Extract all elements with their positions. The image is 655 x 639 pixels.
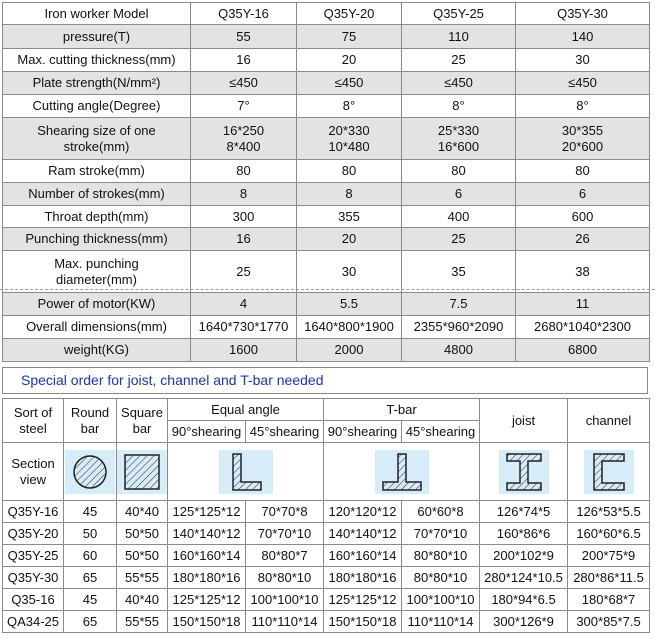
tbar-45-shearing: 45°shearing <box>402 421 480 443</box>
steel-value: 50*50 <box>117 523 168 545</box>
steel-value: 55*55 <box>117 567 168 589</box>
spec-value: 8° <box>516 95 650 118</box>
spec-row <box>3 293 650 316</box>
spec-row <box>3 316 650 339</box>
steel-value: 40*40 <box>117 501 168 523</box>
steel-value: 160*160*14 <box>324 545 402 567</box>
spec-value: 7.5 <box>402 293 516 316</box>
steel-value: 150*150*18 <box>168 611 246 633</box>
spec-value: 1640*730*1770 <box>191 316 297 339</box>
model-header: Q35Y-25 <box>402 3 516 25</box>
spec-label: Overall dimensions(mm) <box>3 316 191 339</box>
model-label-header: Iron worker Model <box>3 3 191 25</box>
steel-value: 200*102*9 <box>480 545 568 567</box>
spec-value: 80 <box>402 160 516 183</box>
steel-value: 126*53*5.5 <box>568 501 650 523</box>
spec-value: 5.5 <box>297 293 402 316</box>
spec-value: 26 <box>516 228 650 251</box>
channel-header: channel <box>568 399 650 443</box>
spec-value: 6 <box>516 183 650 206</box>
angle-45-shearing: 45°shearing <box>246 421 324 443</box>
spec-value: 20 <box>297 228 402 251</box>
spec-value: 2000 <box>297 339 402 362</box>
steel-value: 70*70*10 <box>246 523 324 545</box>
steel-value: 65 <box>64 567 117 589</box>
steel-value: 140*140*12 <box>324 523 402 545</box>
spec-label: pressure(T) <box>3 25 191 49</box>
spec-table <box>2 2 650 293</box>
spec-value: 80 <box>516 160 650 183</box>
steel-row <box>3 567 650 589</box>
spec-label: Number of strokes(mm) <box>3 183 191 206</box>
steel-value: 125*125*12 <box>324 589 402 611</box>
spec-row <box>3 251 650 293</box>
spec-value: 75 <box>297 25 402 49</box>
steel-value: 140*140*12 <box>168 523 246 545</box>
steel-value: 110*110*14 <box>402 611 480 633</box>
banner-text: Special order for joist, channel and T-bar needed <box>21 372 324 388</box>
spec-row <box>3 118 650 160</box>
spec-label: Max. punching diameter(mm) <box>3 251 191 293</box>
spec-value: 140 <box>516 25 650 49</box>
steel-model: QA34-25 <box>3 611 64 633</box>
steel-value: 50*50 <box>117 545 168 567</box>
model-header: Q35Y-20 <box>297 3 402 25</box>
spec-value: 20 <box>297 49 402 72</box>
spec-value: 38 <box>516 251 650 293</box>
spec-row <box>3 183 650 206</box>
spec-value: 8° <box>297 95 402 118</box>
steel-value: 180*68*7 <box>568 589 650 611</box>
steel-value: 280*86*11.5 <box>568 567 650 589</box>
special-order-banner <box>2 367 648 394</box>
steel-model: Q35Y-16 <box>3 501 64 523</box>
spec-value: 6 <box>402 183 516 206</box>
spec-value: 7° <box>191 95 297 118</box>
steel-value: 125*125*12 <box>168 501 246 523</box>
steel-value: 100*100*10 <box>246 589 324 611</box>
steel-value: 160*86*6 <box>480 523 568 545</box>
table-separator <box>0 289 655 290</box>
tbar-90-shearing: 90°shearing <box>324 421 402 443</box>
round-bar-icon <box>65 450 115 494</box>
spec-value: 25 <box>191 251 297 293</box>
spec-value: 25*330 16*600 <box>402 118 516 160</box>
steel-value: 55*55 <box>117 611 168 633</box>
steel-value: 160*60*6.5 <box>568 523 650 545</box>
equal-angle-header: Equal angle <box>168 399 324 421</box>
spec-value: 1600 <box>191 339 297 362</box>
spec-label: Cutting angle(Degree) <box>3 95 191 118</box>
steel-value: 45 <box>64 501 117 523</box>
round-bar-header: Round bar <box>64 399 117 443</box>
square-bar-icon <box>117 450 167 494</box>
steel-model: Q35Y-20 <box>3 523 64 545</box>
spec-value: 1640*800*1900 <box>297 316 402 339</box>
spec-label: Shearing size of one stroke(mm) <box>3 118 191 160</box>
spec-value: 25 <box>402 49 516 72</box>
spec-value: 2680*1040*2300 <box>516 316 650 339</box>
steel-value: 300*85*7.5 <box>568 611 650 633</box>
steel-value: 180*180*16 <box>168 567 246 589</box>
spec-value: ≤450 <box>402 72 516 95</box>
spec-value: 400 <box>402 206 516 228</box>
spec-row <box>3 49 650 72</box>
spec-value: 8° <box>402 95 516 118</box>
steel-value: 100*100*10 <box>402 589 480 611</box>
spec-label: Max. cutting thickness(mm) <box>3 49 191 72</box>
spec-row <box>3 95 650 118</box>
spec-value: 30 <box>297 251 402 293</box>
t-section-icon <box>375 450 429 494</box>
section-view-label: Section view <box>3 443 64 501</box>
spec-value: 25 <box>402 228 516 251</box>
spec-value: 355 <box>297 206 402 228</box>
steel-table <box>2 398 650 633</box>
steel-value: 280*124*10.5 <box>480 567 568 589</box>
steel-value: 80*80*10 <box>246 567 324 589</box>
spec-row <box>3 72 650 95</box>
spec-value: 35 <box>402 251 516 293</box>
spec-value: ≤450 <box>297 72 402 95</box>
spec-value: 30 <box>516 49 650 72</box>
spec-value: 30*355 20*600 <box>516 118 650 160</box>
spec-value: 80 <box>191 160 297 183</box>
spec-row <box>3 160 650 183</box>
steel-value: 70*70*8 <box>246 501 324 523</box>
spec-value: 110 <box>402 25 516 49</box>
steel-row <box>3 523 650 545</box>
steel-value: 200*75*9 <box>568 545 650 567</box>
i-beam-section-icon <box>499 450 549 494</box>
spec-value: ≤450 <box>516 72 650 95</box>
steel-value: 60 <box>64 545 117 567</box>
angle-90-shearing: 90°shearing <box>168 421 246 443</box>
steel-row <box>3 501 650 523</box>
spec-value: ≤450 <box>191 72 297 95</box>
steel-value: 70*70*10 <box>402 523 480 545</box>
sort-of-steel-header: Sort of steel <box>3 399 64 443</box>
spec-label: Power of motor(KW) <box>3 293 191 316</box>
square-bar-header: Square bar <box>117 399 168 443</box>
steel-value: 150*150*18 <box>324 611 402 633</box>
spec-label: Ram stroke(mm) <box>3 160 191 183</box>
spec-row <box>3 206 650 228</box>
spec-value: 80 <box>297 160 402 183</box>
spec-label: Punching thickness(mm) <box>3 228 191 251</box>
steel-value: 50 <box>64 523 117 545</box>
spec-value: 8 <box>191 183 297 206</box>
steel-value: 300*126*9 <box>480 611 568 633</box>
joist-header: joist <box>480 399 568 443</box>
steel-row <box>3 611 650 633</box>
spec-value: 55 <box>191 25 297 49</box>
steel-value: 180*180*16 <box>324 567 402 589</box>
spec-row <box>3 25 650 49</box>
steel-value: 125*125*12 <box>168 589 246 611</box>
channel-section-icon <box>584 450 634 494</box>
steel-value: 80*80*10 <box>402 545 480 567</box>
steel-row <box>3 589 650 611</box>
spec-value: 300 <box>191 206 297 228</box>
steel-value: 40*40 <box>117 589 168 611</box>
steel-model: Q35Y-25 <box>3 545 64 567</box>
angle-section-icon <box>219 450 273 494</box>
steel-value: 160*160*14 <box>168 545 246 567</box>
spec-label: Throat depth(mm) <box>3 206 191 228</box>
spec-row <box>3 339 650 362</box>
steel-value: 45 <box>64 589 117 611</box>
tbar-header: T-bar <box>324 399 480 421</box>
steel-value: 80*80*10 <box>402 567 480 589</box>
steel-value: 110*110*14 <box>246 611 324 633</box>
spec-value: 20*330 10*480 <box>297 118 402 160</box>
model-header: Q35Y-30 <box>516 3 650 25</box>
steel-value: 60*60*8 <box>402 501 480 523</box>
spec-table-2 <box>2 292 650 362</box>
spec-value: 16 <box>191 228 297 251</box>
spec-value: 600 <box>516 206 650 228</box>
spec-header-row <box>3 3 650 25</box>
spec-label: Plate strength(N/mm²) <box>3 72 191 95</box>
steel-value: 120*120*12 <box>324 501 402 523</box>
steel-row <box>3 545 650 567</box>
spec-value: 6800 <box>516 339 650 362</box>
steel-model: Q35-16 <box>3 589 64 611</box>
steel-value: 126*74*5 <box>480 501 568 523</box>
spec-value: 4800 <box>402 339 516 362</box>
model-header: Q35Y-16 <box>191 3 297 25</box>
spec-value: 16 <box>191 49 297 72</box>
spec-label: weight(KG) <box>3 339 191 362</box>
spec-value: 11 <box>516 293 650 316</box>
steel-value: 65 <box>64 611 117 633</box>
steel-model: Q35Y-30 <box>3 567 64 589</box>
spec-value: 16*250 8*400 <box>191 118 297 160</box>
spec-value: 4 <box>191 293 297 316</box>
spec-row <box>3 228 650 251</box>
steel-value: 180*94*6.5 <box>480 589 568 611</box>
spec-value: 2355*960*2090 <box>402 316 516 339</box>
steel-value: 80*80*7 <box>246 545 324 567</box>
spec-value: 8 <box>297 183 402 206</box>
